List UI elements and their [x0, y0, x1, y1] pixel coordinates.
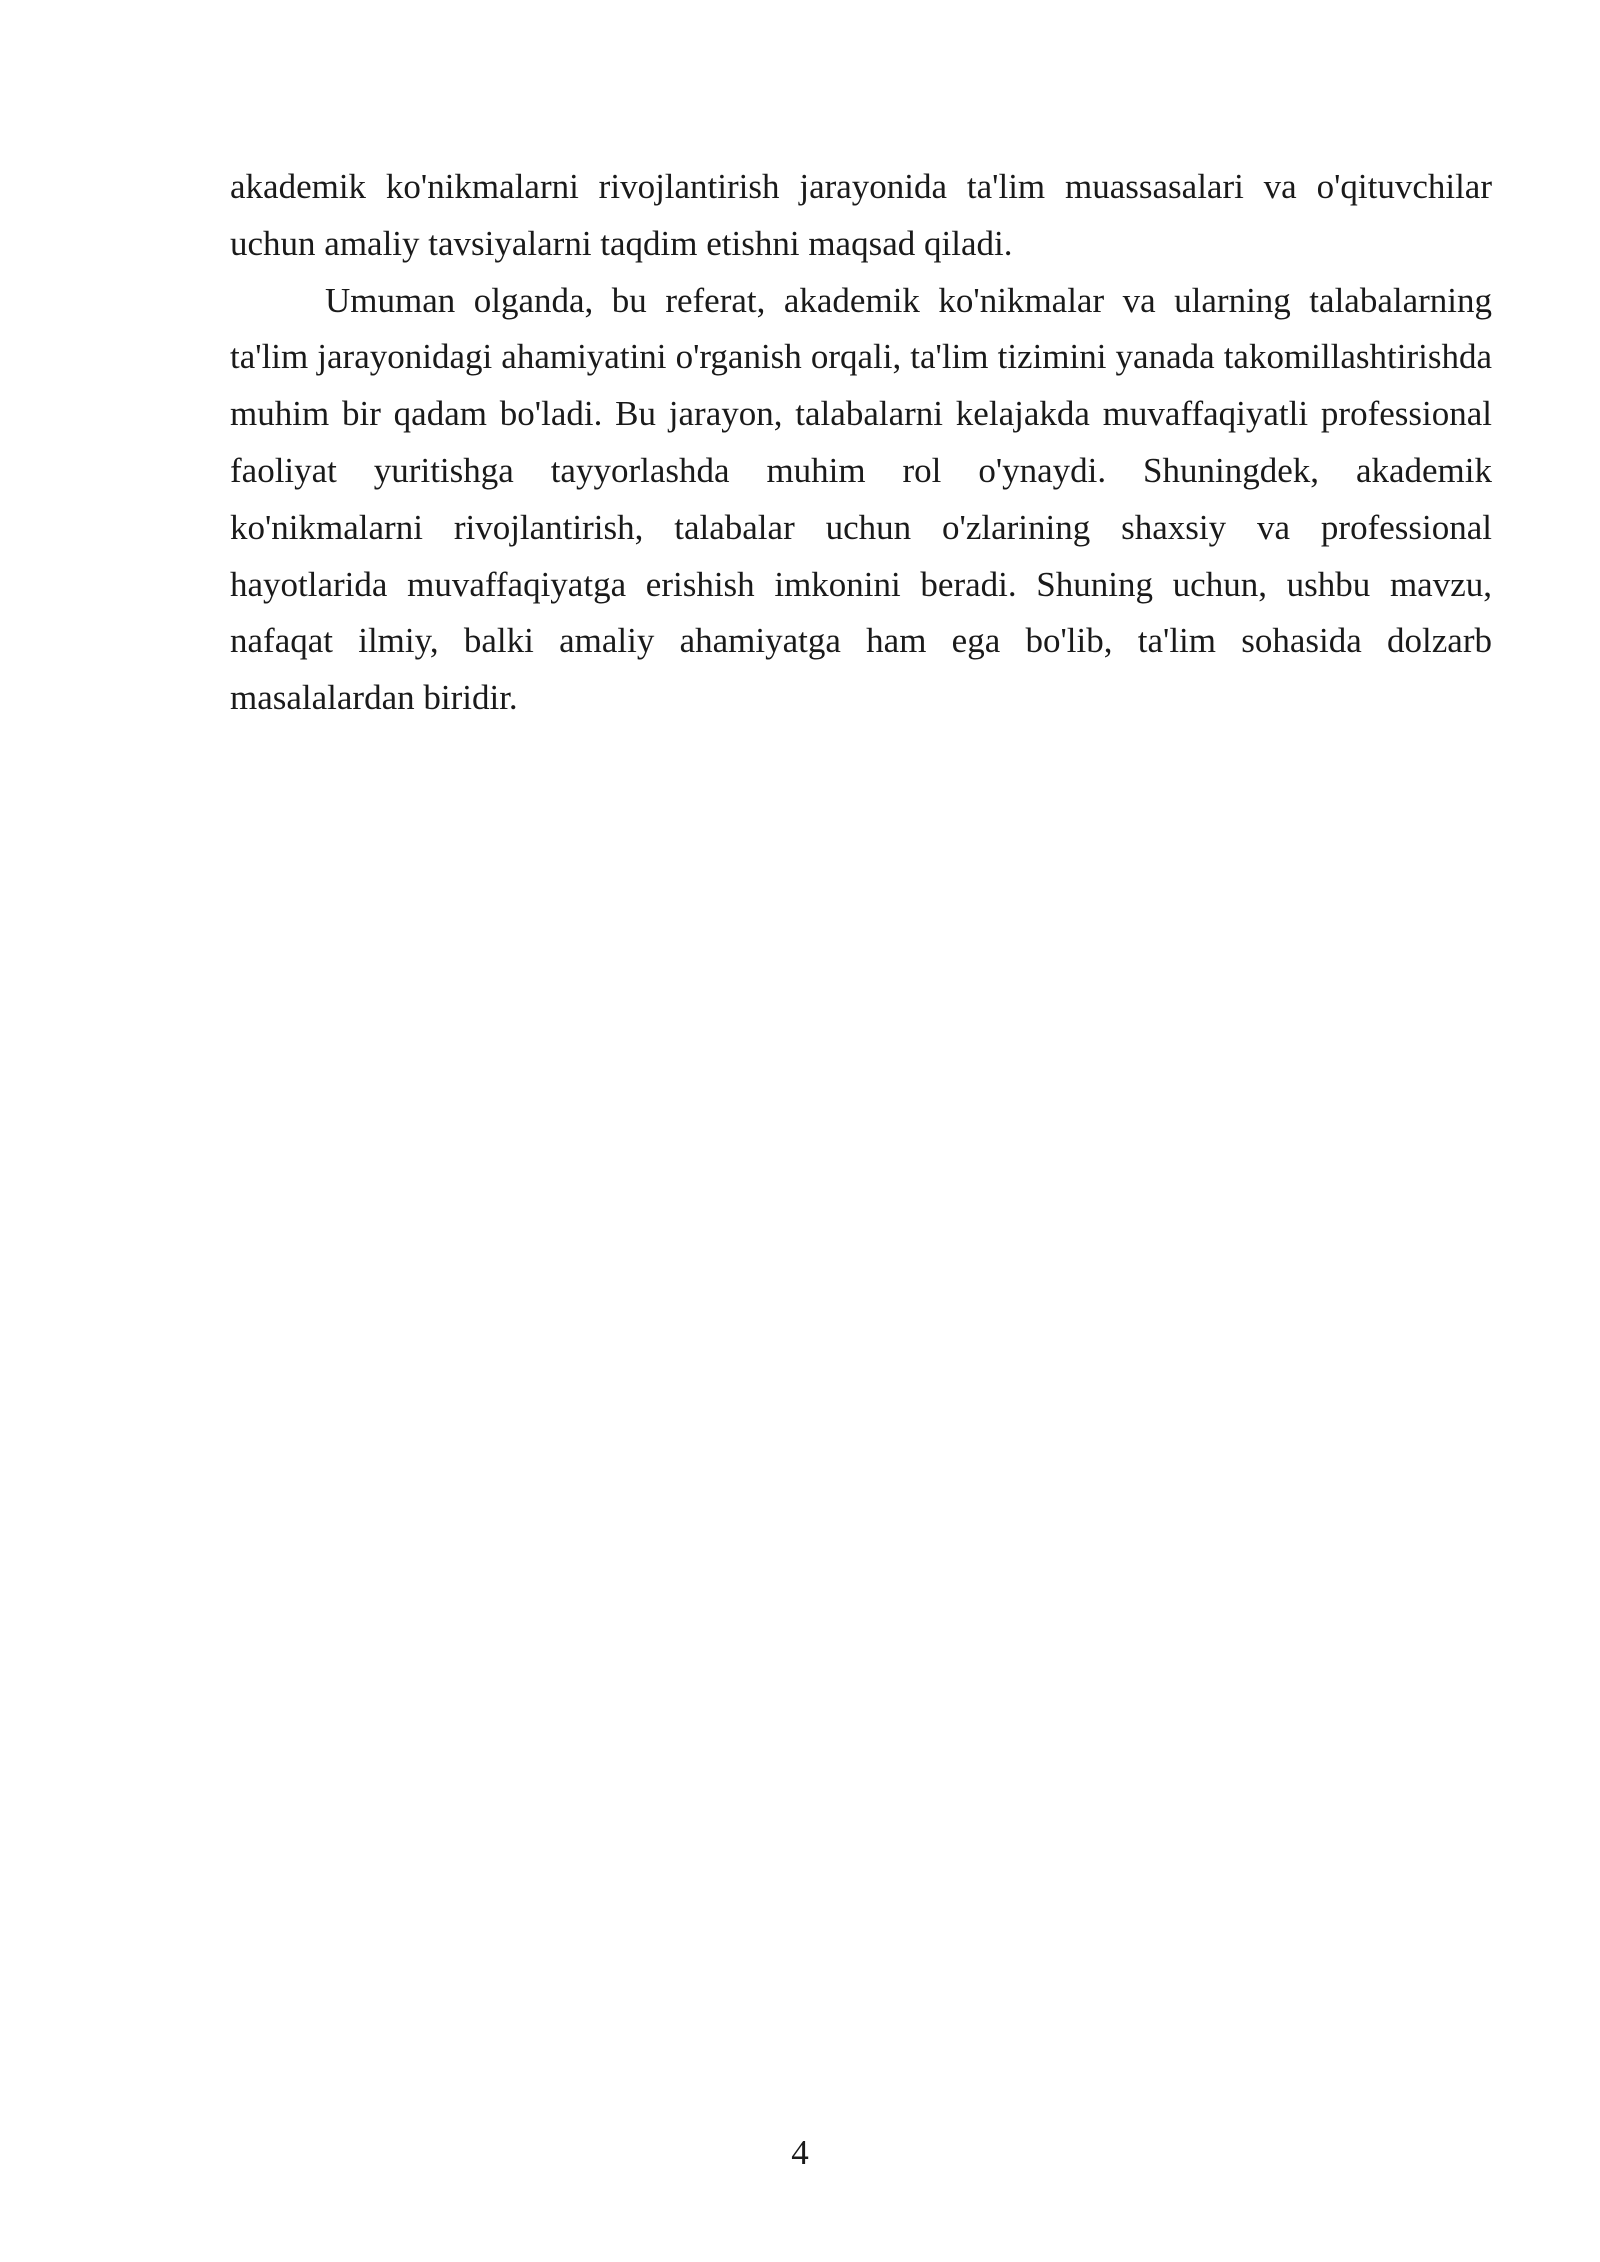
- body-text: [230, 159, 1492, 727]
- paragraph-continuation: akademik ko'nikmalarni rivojlantirish jarayonida ta'lim muassasalari va o'qituvchilar uchun amaliy tavsiyalarni taqdim etishni maqsad qiladi.: [230, 167, 1492, 263]
- page-number: 4: [791, 2133, 809, 2172]
- paragraph-summary: Umuman olganda, bu referat, akademik ko'nikmalar va ularning talabalarning ta'lim jarayonidagi ahamiyatini o'rganish orqali, ta'lim tizimini yanada takomillashtirishda muhim bir qadam bo'ladi. Bu jarayon, talabalarni kelajakda muvaffaqiyatli professional faoliyat yuritishga tayyorlashda muhim rol o'ynaydi. Shuningdek, akademik ko'nikmalarni rivojlantirish, talabalar uchun o'zlarining shaxsiy va professional hayotlarida muvaffaqiyatga erishish imkonini beradi. Shuning uchun, ushbu mavzu, nafaqat ilmiy, balki amaliy ahamiyatga ham ega bo'lib, ta'lim sohasida dolzarb masalalardan biridir.: [230, 280, 1492, 718]
